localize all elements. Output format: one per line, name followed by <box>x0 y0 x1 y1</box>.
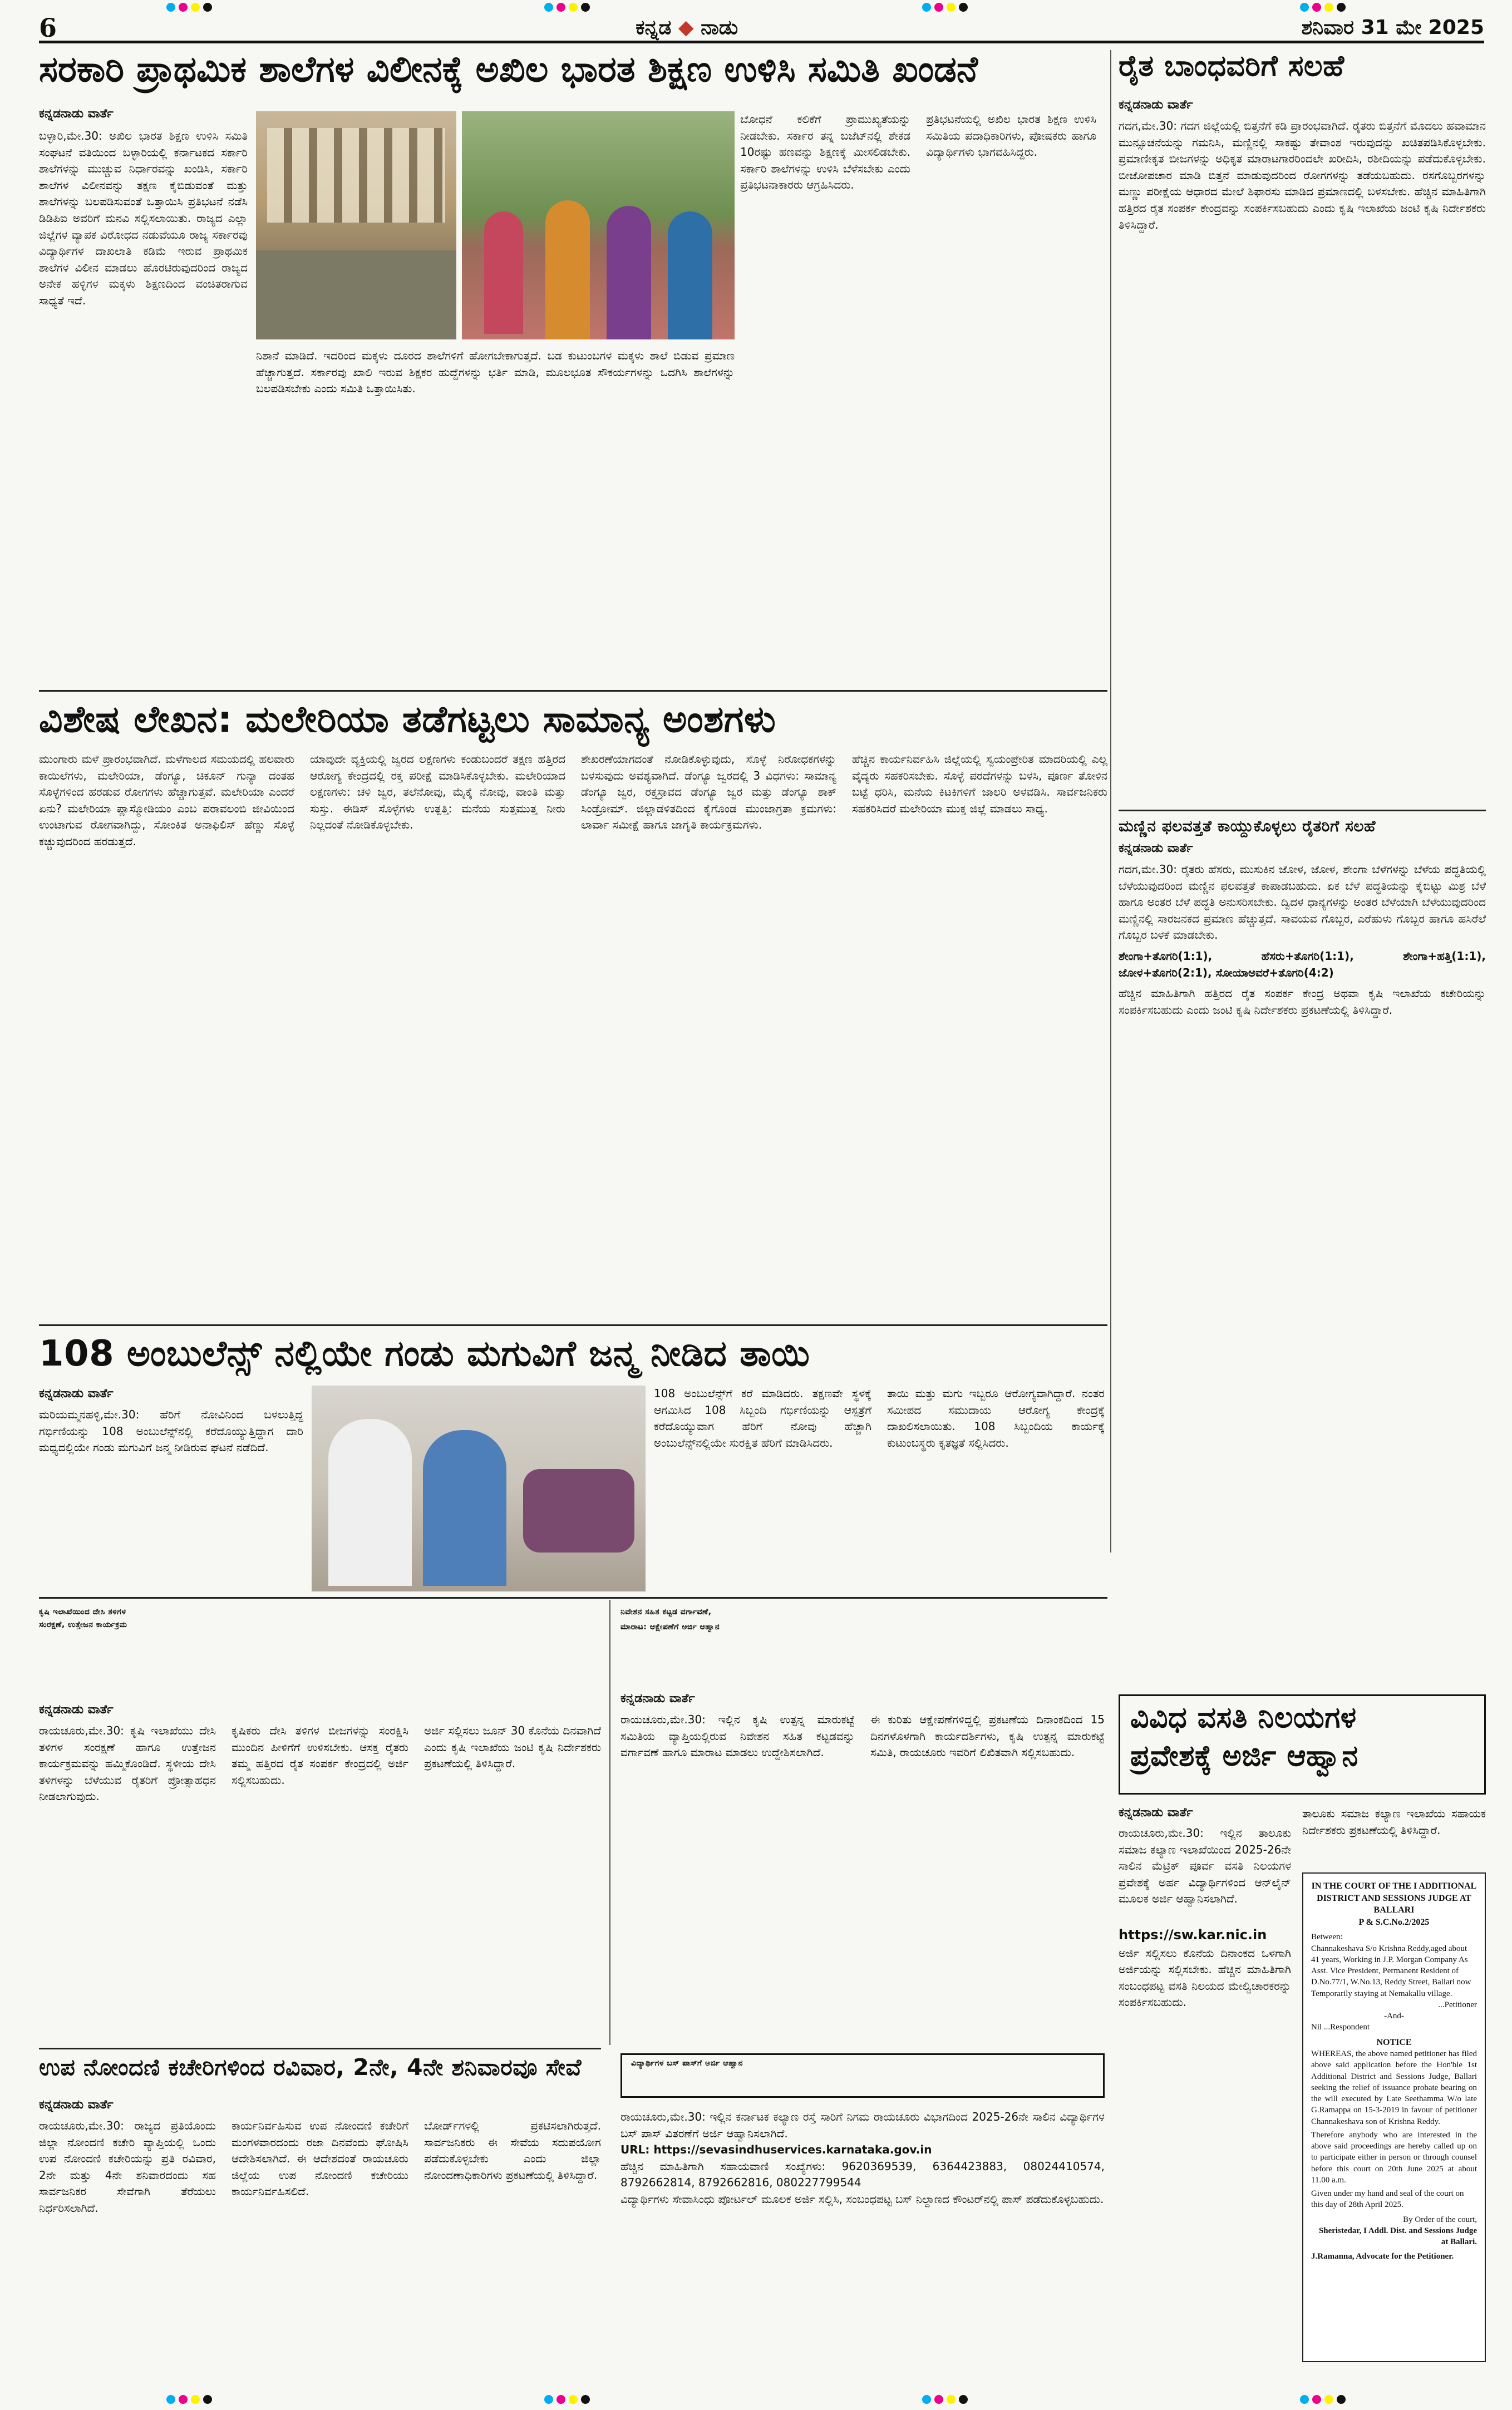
legal-notice-case-no: P & S.C.No.2/2025 <box>1358 1917 1430 1927</box>
legal-notice-petitioner-role: ...Petitioner <box>1438 2000 1477 2009</box>
article3-col2: ಯಾವುದೇ ವ್ಯಕ್ತಿಯಲ್ಲಿ ಜ್ವರದ ಲಕ್ಷಣಗಳು ಕಂಡುಬಂದರೆ ತಕ್ಷಣ ಹತ್ತಿರದ ಆರೋಗ್ಯ ಕೇಂದ್ರದಲ್ಲಿ ರಕ್ತ ಪರೀಕ್ಷೆ ಮಾಡಿಸಿಕೊಳ್ಳಬೇಕು. ಮಲೇರಿಯಾದ ಲಕ್ಷಣಗಳು: ಚಳಿ ಜ್ವರ, ತಲೆನೋವು, ಮೈಕೈ ನೋವು, ವಾಂತಿ ಮತ್ತು ಸುಸ್ತು. ಈಡಿಸ್ ಸೊಳ್ಳೆಗಳು ಉತ್ಪತ್ತಿ: ಮನೆಯ ಸುತ್ತಮುತ್ತ ನೀರು ನಿಲ್ಲದಂತೆ ನೋಡಿಕೊಳ್ಳಬೇಕು. <box>310 752 565 832</box>
article6-body <box>39 1723 601 2040</box>
article1-body-3 <box>256 348 735 682</box>
legal-notice-court: IN THE COURT OF THE I ADDITIONAL DISTRICT AND SESSIONS JUDGE AT BALLARI <box>1311 1881 1477 1915</box>
legal-notice <box>1302 1872 1486 2362</box>
article10-col1: ರಾಯಚೂರು,ಮೇ.30: ಇಲ್ಲಿನ ಕರ್ನಾಟಕ ಕಲ್ಯಾಣ ರಸ್ತೆ ಸಾರಿಗೆ ನಿಗಮ ರಾಯಚೂರು ವಿಭಾಗದಿಂದ 2025-26ನೇ ಸಾಲಿನ ವಿದ್ಯಾರ್ಥಿಗಳ ಬಸ್ ಪಾಸ್ ವಿತರಣೆಗೆ ಅರ್ಜಿ ಆಹ್ವಾನಿಸಲಾಗಿದೆ. <box>620 2110 1105 2140</box>
article8-col3: ಅರ್ಜಿ ಸಲ್ಲಿಸಲು ಕೊನೆಯ ದಿನಾಂಕದ ಒಳಗಾಗಿ ಅರ್ಜಿಯನ್ನು ಸಲ್ಲಿಸಬೇಕು. ಹೆಚ್ಚಿನ ಮಾಹಿತಿಗಾಗಿ ಸಂಬಂಧಪಟ್ಟ ವಸತಿ ನಿಲಯದ ಮೇಲ್ವಿಚಾರಕರನ್ನು ಸಂಪರ್ಕಿಸಬಹುದು. <box>1119 1946 1291 2009</box>
article1-col3: ಬೋಧನೆ ಕಲಿಕೆಗೆ ಪ್ರಾಮುಖ್ಯತೆಯನ್ನು ನೀಡಬೇಕು. ಸರ್ಕಾರ ತನ್ನ ಬಜೆಟ್‌ನಲ್ಲಿ ಶೇಕಡ 10ರಷ್ಟು ಹಣವನ್ನು ಶಿಕ್ಷಣಕ್ಕೆ ಮೀಸಲಿಡಬೇಕು. ಸರ್ಕಾರಿ ಶಾಲೆಗಳನ್ನು ಉಳಿಸಿ ಬೆಳೆಸಬೇಕು ಎಂದು ಪ್ರತಿಭಟನಾಕಾರರು ಆಗ್ರಹಿಸಿದರು. <box>740 112 910 192</box>
article7-headline <box>620 1608 1105 1631</box>
legal-notice-therefore: Therefore anybody who are interested in the above said proceedings are hereby called up on to participate either in person or through counsel before this court on 20th June 2025 at about 11.00 a.m. <box>1311 2130 1477 2185</box>
article1-body <box>39 128 248 684</box>
article4-body-wrap <box>1119 861 1486 1685</box>
article10-body <box>620 2109 1105 2365</box>
article6-headline <box>39 1608 601 1629</box>
article2-body: ಗದಗ,ಮೇ.30: ಗದಗ ಜಿಲ್ಲೆಯಲ್ಲಿ ಬಿತ್ತನೆಗೆ ಕಡಿ ಪ್ರಾರಂಭವಾಗಿದೆ. ರೈತರು ಬಿತ್ತನೆಗೆ ಮೊದಲು ಹವಾಮಾನ ಮುನ್ಸೂಚನೆಯನ್ನು ಗಮನಿಸಿ, ಮಣ್ಣಿನಲ್ಲಿ ಸಾಕಷ್ಟು ತೇವಾಂಶ ಇರುವುದನ್ನು ಖಚಿತಪಡಿಸಿಕೊಳ್ಳಬೇಕು. ಪ್ರಮಾಣೀಕೃತ ಬೀಜಗಳನ್ನು ಅಧಿಕೃತ ಮಾರಾಟಗಾರರಿಂದಲೇ ಖರೀದಿಸಿ, ರಶೀದಿಯನ್ನು ಪಡೆದುಕೊಳ್ಳಬೇಕು. ಬೀಜೋಪಚಾರ ಮಾಡಿ ಬಿತ್ತನೆ ಮಾಡುವುದರಿಂದ ರೋಗಗಳನ್ನು ತಡೆಯಬಹುದು. ರಸಗೊಬ್ಬರಗಳನ್ನು ಮಣ್ಣು ಪರೀಕ್ಷೆಯ ಆಧಾರದ ಮೇಲೆ ಶಿಫಾರಸು ಮಾಡಿದ ಪ್ರಮಾಣದಲ್ಲಿ ಬಳಸಬೇಕು. ಹೆಚ್ಚಿನ ಮಾಹಿತಿಗಾಗಿ ಹತ್ತಿರದ ರೈತ ಸಂಪರ್ಕ ಕೇಂದ್ರವನ್ನು ಸಂಪರ್ಕಿಸಬಹುದು ಎಂದು ಕೃಷಿ ಇಲಾಖೆಯ ಜಂಟಿ ಕೃಷಿ ನಿರ್ದೇಶಕರು ತಿಳಿಸಿದ್ದಾರೆ. <box>1119 119 1486 231</box>
article4-closing: ಹೆಚ್ಚಿನ ಮಾಹಿತಿಗಾಗಿ ಹತ್ತಿರದ ರೈತ ಸಂಪರ್ಕ ಕೇಂದ್ರ ಅಥವಾ ಕೃಷಿ ಇಲಾಖೆಯ ಕಚೇರಿಯನ್ನು ಸಂಪರ್ಕಿಸಬಹುದು ಎಂದು ಜಂಟಿ ಕೃಷಿ ನಿರ್ದೇಶಕರು ಪ್ರಕಟಣೆಯಲ್ಲಿ ತಿಳಿಸಿದ್ದಾರೆ. <box>1119 987 1486 1017</box>
divider-horizontal-1 <box>39 690 1107 692</box>
article3-col4: ಹೆಚ್ಚಿನ ಕಾರ್ಯನಿರ್ವಹಿಸಿ ಜಿಲ್ಲೆಯಲ್ಲಿ ಸ್ವಯಂಪ್ರೇರಿತ ಮಾದರಿಯಲ್ಲಿ ಎಲ್ಲ ವೈದ್ಯರು ಸಹಕರಿಸಬೇಕು. ಸೊಳ್ಳೆ ಪರದೆಗಳನ್ನು ಬಳಸಿ, ಪೂರ್ಣ ತೋಳಿನ ಬಟ್ಟೆ ಧರಿಸಿ, ಮನೆಯ ಕಿಟಕಿಗಳಿಗೆ ಜಾಲರಿ ಅಳವಡಿಸಿ. ಸಾರ್ವಜನಿಕರು ಸಹಕರಿಸಿದರೆ ಮಲೇರಿಯಾ ಮುಕ್ತ ಜಿಲ್ಲೆ ಮಾಡಲು ಸಾಧ್ಯ. <box>852 752 1107 815</box>
article10-url[interactable]: URL: https://sevasindhuservices.karnataka.gov.in <box>620 2143 932 2157</box>
article7-body <box>620 1712 1105 2040</box>
divider-horizontal-4 <box>39 2048 601 2049</box>
legal-notice-petitioner: Channakeshava S/o Krishna Reddy,aged about 41 years, Working in J.P. Morgan Company As Asst. Vice President, Permanent Resident of D.No.77/1, W.No.13, Reddy Street, Ballari now Temporarily staying at Nemakallu village. <box>1311 1944 1471 1998</box>
article1-col4: ಪ್ರತಿಭಟನೆಯಲ್ಲಿ ಅಖಿಲ ಭಾರತ ಶಿಕ್ಷಣ ಉಳಿಸಿ ಸಮಿತಿಯ ಪದಾಧಿಕಾರಿಗಳು, ಪೋಷಕರು ಹಾಗೂ ವಿದ್ಯಾರ್ಥಿಗಳು ಭಾಗವಹಿಸಿದ್ದರು. <box>926 112 1096 159</box>
article1-body-2 <box>740 111 1096 668</box>
article9-col3: ಬೋರ್ಡ್‌ಗಳಲ್ಲಿ ಪ್ರಕಟಿಸಲಾಗಿರುತ್ತದೆ. ಸಾರ್ವಜನಿಕರು ಈ ಸೇವೆಯ ಸದುಪಯೋಗ ಪಡೆದುಕೊಳ್ಳಬೇಕು ಎಂದು ಜಿಲ್ಲಾ ನೋಂದಣಾಧಿಕಾರಿಗಳು ಪ್ರಕಟಣೆಯಲ್ಲಿ ತಿಳಿಸಿದ್ದಾರೆ. <box>424 2119 601 2182</box>
article10-col2: ಹೆಚ್ಚಿನ ಮಾಹಿತಿಗಾಗಿ ಸಹಾಯವಾಣಿ ಸಂಖ್ಯೆಗಳು: 9620369539, 6364423883, 08024410574, 8792662814, 8792662816, 080227799544 <box>620 2159 1105 2190</box>
article8-col3-wrap <box>1119 1925 1291 2365</box>
article7-headline-line1: ನಿವೇಶನ ಸಹಿತ ಕಟ್ಟಡ ವರ್ಗಾವಣೆ, <box>620 1608 712 1616</box>
paper-name: ಕನ್ನಡ ◆ ನಾಡು <box>636 16 738 39</box>
page-number: 6 <box>39 12 57 43</box>
article9-body <box>39 2118 601 2368</box>
divider-horizontal-right-1 <box>1119 810 1486 811</box>
article4-byline: ಕನ್ನಡನಾಡು ವಾರ್ತೆ <box>1119 841 1193 855</box>
article8-col2: ತಾಲೂಕು ಸಮಾಜ ಕಲ್ಯಾಣ ಇಲಾಖೆಯ ಸಹಾಯಕ ನಿರ್ದೇಶಕರು ಪ್ರಕಟಣೆಯಲ್ಲಿ ತಿಳಿಸಿದ್ದಾರೆ. <box>1302 1807 1486 1837</box>
article7-col1: ರಾಯಚೂರು,ಮೇ.30: ಇಲ್ಲಿನ ಕೃಷಿ ಉತ್ಪನ್ನ ಮಾರುಕಟ್ಟೆ ಸಮಿತಿಯ ವ್ಯಾಪ್ತಿಯಲ್ಲಿರುವ ನಿವೇಶನ ಸಹಿತ ಕಟ್ಟಡವನ್ನು ವರ್ಗಾವಣೆ ಹಾಗೂ ಮಾರಾಟ ಮಾಡಲು ಉದ್ದೇಶಿಸಲಾಗಿದೆ. <box>620 1713 855 1760</box>
article9-col1: ರಾಯಚೂರು,ಮೇ.30: ರಾಜ್ಯದ ಪ್ರತಿಯೊಂದು ಜಿಲ್ಲಾ ನೋಂದಣಿ ಕಚೇರಿ ವ್ಯಾಪ್ತಿಯಲ್ಲಿ ಒಂದು ಉಪ ನೋಂದಣಿ ಕಚೇರಿಯನ್ನು ಪ್ರತಿ ರವಿವಾರ, 2ನೇ ಮತ್ತು 4ನೇ ಶನಿವಾರದಂದು ಸಹ ಸಾರ್ವಜನಿಕರ ಸೇವೆಗಾಗಿ ತೆರೆಯಲು ನಿರ್ಧರಿಸಲಾಗಿದೆ. <box>39 2119 216 2215</box>
paper-name-separator: ◆ <box>671 16 701 39</box>
article9-col2: ಕಾರ್ಯನಿರ್ವಹಿಸುವ ಉಪ ನೋಂದಣಿ ಕಚೇರಿಗೆ ಮಂಗಳವಾರದಂದು ರಜಾ ದಿನವೆಂದು ಘೋಷಿಸಿ ಆದೇಶಿಸಲಾಗಿದೆ. ಈ ಆದೇಶದಂತೆ ರಾಯಚೂರು ಜಿಲ್ಲೆಯ ಉಪ ನೋಂದಣಿ ಕಚೇರಿಯು ಕಾರ್ಯನಿರ್ವಹಿಸಲಿದೆ. <box>232 2119 408 2199</box>
article9-headline: ಉಪ ನೋಂದಣಿ ಕಚೇರಿಗಳಿಂದ ರವಿವಾರ, 2ನೇ, 4ನೇ ಶನಿವಾರವೂ ಸೇವೆ <box>39 2054 582 2081</box>
article7-col2: ಈ ಕುರಿತು ಆಕ್ಷೇಪಣೆಗಳಿದ್ದಲ್ಲಿ ಪ್ರಕಟಣೆಯ ದಿನಾಂಕದಿಂದ 15 ದಿನಗಳೊಳಗಾಗಿ ಕಾರ್ಯದರ್ಶಿಗಳು, ಕೃಷಿ ಉತ್ಪನ್ನ ಮಾರುಕಟ್ಟೆ ಸಮಿತಿ, ರಾಯಚೂರು ಇವರಿಗೆ ಲಿಖಿತವಾಗಿ ಸಲ್ಲಿಸಬಹುದು. <box>870 1713 1105 1760</box>
registration-marks-top <box>0 1 1512 13</box>
article6-col3: ಅರ್ಜಿ ಸಲ್ಲಿಸಲು ಜೂನ್ 30 ಕೊನೆಯ ದಿನವಾಗಿದೆ ಎಂದು ಕೃಷಿ ಇಲಾಖೆಯ ಜಂಟಿ ಕೃಷಿ ನಿರ್ದೇಶಕರು ಪ್ರಕಟಣೆಯಲ್ಲಿ ತಿಳಿಸಿದ್ದಾರೆ. <box>424 1724 601 1771</box>
article8-headline-line2: ಪ್ರವೇಶಕ್ಕೆ ಅರ್ಜಿ ಆಹ್ವಾನ <box>1130 1739 1358 1773</box>
legal-notice-between: Between: <box>1311 1933 1343 1942</box>
article6-col1: ರಾಯಚೂರು,ಮೇ.30: ಕೃಷಿ ಇಲಾಖೆಯು ದೇಸಿ ತಳಿಗಳ ಸಂರಕ್ಷಣೆ ಹಾಗೂ ಉತ್ತೇಜನ ಕಾರ್ಯಕ್ರಮವನ್ನು ಹಮ್ಮಿಕೊಂಡಿದೆ. ಸ್ಥಳೀಯ ದೇಸಿ ತಳಿಗಳನ್ನು ಬೆಳೆಯುವ ರೈತರಿಗೆ ಪ್ರೋತ್ಸಾಹಧನ ನೀಡಲಾಗುವುದು. <box>39 1724 216 1803</box>
article3-col1: ಮುಂಗಾರು ಮಳೆ ಪ್ರಾರಂಭವಾಗಿದೆ. ಮಳೆಗಾಲದ ಸಮಯದಲ್ಲಿ ಹಲವಾರು ಕಾಯಿಲೆಗಳು, ಮಲೇರಿಯಾ, ಡೆಂಗ್ಯೂ, ಚಿಕೂನ್ ಗುನ್ಯಾ ದಂತಹ ಸೊಳ್ಳೆಗಳಿಂದ ಹರಡುವ ರೋಗಗಳು ಹೆಚ್ಚಾಗುತ್ತವೆ. ಮಲೇರಿಯಾ ಎಂದರೆ ಏನು? ಮಲೇರಿಯಾ ಪ್ಲಾಸ್ಮೋಡಿಯಂ ಎಂಬ ಪರಾವಲಂಬಿ ಜೀವಿಯಿಂದ ಉಂಟಾಗುವ ರೋಗವಾಗಿದ್ದು, ಸೋಂಕಿತ ಅನಾಫಿಲಿಸ್ ಹೆಣ್ಣು ಸೊಳ್ಳೆ ಕಚ್ಚುವುದರಿಂದ ಹರಡುತ್ತದೆ. <box>39 752 294 848</box>
divider-vertical-right <box>1110 50 1111 1553</box>
article1-headline: ಸರಕಾರಿ ಪ್ರಾಥಮಿಕ ಶಾಲೆಗಳ ವಿಲೀನಕ್ಕೆ ಅಖಿಲ ಭಾರತ ಶಿಕ್ಷಣ ಉಳಿಸಿ ಸಮಿತಿ ಖಂಡನೆ <box>39 49 978 90</box>
article1-photo-school <box>256 111 456 339</box>
article3-col3: ಶೇಖರಣೆಯಾಗದಂತೆ ನೋಡಿಕೊಳ್ಳುವುದು, ಸೊಳ್ಳೆ ನಿರೋಧಕಗಳನ್ನು ಬಳಸುವುದು ಅವಶ್ಯವಾಗಿದೆ. ಡೆಂಗ್ಯೂ ಜ್ವರದಲ್ಲಿ 3 ವಿಧಗಳು: ಸಾಮಾನ್ಯ ಡೆಂಗ್ಯೂ ಜ್ವರ, ರಕ್ತಸ್ರಾವದ ಡೆಂಗ್ಯೂ ಜ್ವರ ಮತ್ತು ಡೆಂಗ್ಯೂ ಶಾಕ್ ಸಿಂಡ್ರೋಮ್. ಜಿಲ್ಲಾಡಳಿತದಿಂದ ಕೈಗೊಂಡ ಮುಂಜಾಗ್ರತಾ ಕ್ರಮಗಳು: ಲಾರ್ವಾ ಸಮೀಕ್ಷೆ ಹಾಗೂ ಜಾಗೃತಿ ಕಾರ್ಯಕ್ರಮಗಳು. <box>581 752 836 832</box>
registration-marks-bottom <box>0 2393 1512 2406</box>
page-masthead <box>39 14 1484 43</box>
legal-notice-given: Given under my hand and seal of the court on this day of 28th April 2025. <box>1311 2189 1464 2210</box>
divider-horizontal-2 <box>39 1324 1107 1326</box>
article5-col3: ತಾಯಿ ಮತ್ತು ಮಗು ಇಬ್ಬರೂ ಆರೋಗ್ಯವಾಗಿದ್ದಾರೆ. ನಂತರ ಸಮೀಪದ ಸಮುದಾಯ ಆರೋಗ್ಯ ಕೇಂದ್ರಕ್ಕೆ ದಾಖಲಿಸಲಾಯಿತು. 108 ಸಿಬ್ಬಂದಿಯ ಕಾರ್ಯಕ್ಕೆ ಕುಟುಂಬಸ್ಥರು ಕೃತಜ್ಞತೆ ಸಲ್ಲಿಸಿದರು. <box>887 1387 1105 1450</box>
legal-notice-and: -And- <box>1384 2012 1404 2021</box>
legal-notice-sheristedar: Sheristedar, I Addl. Dist. and Sessions Judge at Ballari. <box>1318 2226 1477 2247</box>
article8-col1: ರಾಯಚೂರು,ಮೇ.30: ಇಲ್ಲಿನ ತಾಲೂಕು ಸಮಾಜ ಕಲ್ಯಾಣ ಇಲಾಖೆಯಿಂದ 2025-26ನೇ ಸಾಲಿನ ಮೆಟ್ರಿಕ್ ಪೂರ್ವ ವಸತಿ ನಿಲಯಗಳ ಪ್ರವೇಶಕ್ಕೆ ಅರ್ಹ ವಿದ್ಯಾರ್ಥಿಗಳಿಂದ ಆನ್‌ಲೈನ್ ಮೂಲಕ ಅರ್ಜಿ ಆಹ್ವಾನಿಸಲಾಗಿದೆ. <box>1119 1826 1291 1906</box>
legal-notice-body: WHEREAS, the above named petitioner has filed above said application before the Hon'ble 1st Additional District and Sessions Judge, Ballari seeking the relief of issuance probate bearing on the will executed by Late Seethamma W/o late G.Ramappa on 15-3-2019 in favour of petitioner Channakeshava son of Krishna Reddy. <box>1311 2049 1477 2126</box>
divider-vertical-middle <box>609 1600 610 2045</box>
article5-col1: ಮರಿಯಮ್ಮನಹಳ್ಳಿ,ಮೇ.30: ಹೆರಿಗೆ ನೋವಿನಿಂದ ಬಳಲುತ್ತಿದ್ದ ಗರ್ಭಿಣಿಯನ್ನು 108 ಅಂಬುಲೆನ್ಸ್‌ನಲ್ಲಿ ಕರೆದೊಯ್ಯುತ್ತಿದ್ದಾಗ ದಾರಿ ಮಧ್ಯದಲ್ಲಿಯೇ ಗಂಡು ಮಗುವಿಗೆ ಜನ್ಮ ನೀಡಿರುವ ಘಟನೆ ನಡೆದಿದೆ. <box>39 1408 303 1455</box>
article6-byline: ಕನ್ನಡನಾಡು ವಾರ್ತೆ <box>39 1703 114 1717</box>
legal-notice-order: By Order of the court, <box>1403 2215 1477 2224</box>
article7-byline: ಕನ್ನಡನಾಡು ವಾರ್ತೆ <box>620 1692 695 1706</box>
article8-headline-line1: ವಿವಿಧ ವಸತಿ ನಿಲಯಗಳ <box>1130 1701 1357 1734</box>
article2-headline: ರೈತ ಬಾಂಧವರಿಗೆ ಸಲಹೆ <box>1119 50 1344 83</box>
article3-body <box>39 751 1107 1313</box>
article2-byline: ಕನ್ನಡನಾಡು ವಾರ್ತೆ <box>1119 98 1193 112</box>
legal-notice-advocate: J.Ramanna, Advocate for the Petitioner. <box>1311 2252 1454 2261</box>
article5-headline: 108 ಅಂಬುಲೆನ್ಸ್ ನಲ್ಲಿಯೇ ಗಂಡು ಮಗುವಿಗೆ ಜನ್ಮ ನೀಡಿದ ತಾಯಿ <box>39 1333 810 1374</box>
article9-byline: ಕನ್ನಡನಾಡು ವಾರ್ತೆ <box>39 2098 114 2112</box>
article6-col2: ಕೃಷಿಕರು ದೇಸಿ ತಳಿಗಳ ಬೀಜಗಳನ್ನು ಸಂರಕ್ಷಿಸಿ ಮುಂದಿನ ಪೀಳಿಗೆಗೆ ಉಳಿಸಬೇಕು. ಆಸಕ್ತ ರೈತರು ತಮ್ಮ ಹತ್ತಿರದ ರೈತ ಸಂಪರ್ಕ ಕೇಂದ್ರದಲ್ಲಿ ಅರ್ಜಿ ಸಲ್ಲಿಸಬಹುದು. <box>232 1724 408 1787</box>
article5-photo-ambulance <box>312 1386 646 1591</box>
article4-body: ಗದಗ,ಮೇ.30: ರೈತರು ಹೆಸರು, ಮುಸುಕಿನ ಜೋಳ, ಜೋಳ, ಶೇಂಗಾ ಬೆಳೆಗಳನ್ನು ಬೆಳೆಯ ಪದ್ಧತಿಯಲ್ಲಿ ಬೆಳೆಯುವುದರಿಂದ ಮಣ್ಣಿನ ಫಲವತ್ತತೆ ಕಾಪಾಡಬಹುದು. ಏಕ ಬೆಳೆ ಪದ್ಧತಿಯನ್ನು ಕೈಬಿಟ್ಟು ಮಿಶ್ರ ಬೆಳೆ ಹಾಗೂ ಅಂತರ ಬೆಳೆ ಪದ್ಧತಿ ಅನುಸರಿಸಬೇಕು. ದ್ವಿದಳ ಧಾನ್ಯಗಳನ್ನು ಅಂತರ ಬೆಳೆಯಾಗಿ ಬೆಳೆಯುವುದರಿಂದ ಮಣ್ಣಿನಲ್ಲಿ ಸಾರಜನಕದ ಪ್ರಮಾಣ ಹೆಚ್ಚುತ್ತದೆ. ಸಾವಯವ ಗೊಬ್ಬರ, ಎರೆಹುಳು ಗೊಬ್ಬರ ಹಾಗೂ ಹಸಿರೆಲೆ ಗೊಬ್ಬರ ಬಳಕೆ ಮಾಡಬೇಕು. <box>1119 863 1486 942</box>
legal-notice-respondent: Nil ...Respondent <box>1311 2023 1370 2032</box>
article5-byline: ಕನ್ನಡನಾಡು ವಾರ್ತೆ <box>39 1387 114 1401</box>
article8-byline: ಕನ್ನಡನಾಡು ವಾರ್ತೆ <box>1119 1806 1193 1820</box>
article8-headline-box <box>1119 1694 1486 1795</box>
article6-headline-line1: ಕೃಷಿ ಇಲಾಖೆಯಿಂದ ದೇಸಿ ತಳಿಗಳ <box>39 1608 126 1616</box>
article6-headline-line2: ಸಂರಕ್ಷಣೆ, ಉತ್ತೇಜನ ಕಾರ್ಯಕ್ರಮ <box>39 1620 127 1629</box>
issue-date: ಶನಿವಾರ 31 ಮೇ 2025 <box>1301 16 1484 39</box>
article8-website[interactable]: https://sw.kar.nic.in <box>1119 1927 1267 1943</box>
legal-notice-title: NOTICE <box>1376 2037 1412 2047</box>
article1-col2: ನಿಶಾನೆ ಮಾಡಿದೆ. ಇದರಿಂದ ಮಕ್ಕಳು ದೂರದ ಶಾಲೆಗಳಿಗೆ ಹೋಗಬೇಕಾಗುತ್ತದೆ. ಬಡ ಕುಟುಂಬಗಳ ಮಕ್ಕಳು ಶಾಲೆ ಬಿಡುವ ಪ್ರಮಾಣ ಹೆಚ್ಚಾಗುತ್ತದೆ. ಸರ್ಕಾರವು ಖಾಲಿ ಇರುವ ಶಿಕ್ಷಕರ ಹುದ್ದೆಗಳನ್ನು ಭರ್ತಿ ಮಾಡಿ, ಮೂಲಭೂತ ಸೌಕರ್ಯಗಳನ್ನು ಒದಗಿಸಿ ಶಾಲೆಗಳನ್ನು ಬಲಪಡಿಸಬೇಕು ಎಂದು ಸಮಿತಿ ಒತ್ತಾಯಿಸಿತು. <box>256 349 735 396</box>
article10-headline-box <box>620 2053 1105 2098</box>
article10-col3: ವಿದ್ಯಾರ್ಥಿಗಳು ಸೇವಾಸಿಂಧು ಪೋರ್ಟಲ್ ಮೂಲಕ ಅರ್ಜಿ ಸಲ್ಲಿಸಿ, ಸಂಬಂಧಪಟ್ಟ ಬಸ್ ನಿಲ್ದಾಣದ ಕೌಂಟರ್‌ನಲ್ಲಿ ಪಾಸ್ ಪಡೆದುಕೊಳ್ಳಬಹುದು. <box>620 2192 1104 2206</box>
article1-byline: ಕನ್ನಡನಾಡು ವಾರ್ತೆ <box>39 107 114 121</box>
article10-headline: ವಿದ್ಯಾರ್ಥಿಗಳ ಬಸ್ ಪಾಸ್‌ಗೆ ಅರ್ಜಿ ಆಹ್ವಾನ <box>631 2059 743 2068</box>
article1-photo-protest <box>462 111 735 339</box>
article5-col2: 108 ಅಂಬುಲೆನ್ಸ್‌ಗೆ ಕರೆ ಮಾಡಿದರು. ತಕ್ಷಣವೇ ಸ್ಥಳಕ್ಕೆ ಆಗಮಿಸಿದ 108 ಸಿಬ್ಬಂದಿ ಗರ್ಭಿಣಿಯನ್ನು ಆಸ್ಪತ್ರೆಗೆ ಕರೆದೊಯ್ಯುವಾಗ ಹೆರಿಗೆ ನೋವು ಹೆಚ್ಚಾಗಿ ಅಂಬುಲೆನ್ಸ್‌ನಲ್ಲಿಯೇ ಸುರಕ್ಷಿತ ಹೆರಿಗೆ ಮಾಡಿಸಿದರು. <box>654 1387 871 1450</box>
article4-ratios: ಶೇಂಗಾ+ತೊಗರಿ(1:1), ಹೆಸರು+ತೊಗರಿ(1:1), ಶೇಂಗಾ+ಹತ್ತಿ(1:1), ಜೋಳ+ತೊಗರಿ(2:1), ಸೋಯಾಅವರೆ+ತೊಗರಿ(4:2) <box>1119 949 1486 979</box>
article1-col1: ಬಳ್ಳಾರಿ,ಮೇ.30: ಅಖಿಲ ಭಾರತ ಶಿಕ್ಷಣ ಉಳಿಸಿ ಸಮಿತಿ ಸಂಘಟನೆ ವತಿಯಿಂದ ಬಳ್ಳಾರಿಯಲ್ಲಿ ಕರ್ನಾಟಕದ ಸರ್ಕಾರಿ ಶಾಲೆಗಳನ್ನು ಮುಚ್ಚುವ ನಿರ್ಧಾರವನ್ನು ಖಂಡಿಸಿ, ಸರ್ಕಾರಿ ಶಾಲೆಗಳ ವಿಲೀನವನ್ನು ತಕ್ಷಣ ಕೈಬಿಡುವಂತೆ ಮತ್ತು ಶಾಲೆಗಳನ್ನು ಬಲಪಡಿಸುವಂತೆ ಒತ್ತಾಯಿಸಿ ಪ್ರತಿಭಟನೆ ನಡೆಸಿ ಡಿಡಿಪಿಐ ಅವರಿಗೆ ಮನವಿ ಸಲ್ಲಿಸಲಾಯಿತು. ರಾಜ್ಯದ ಎಲ್ಲಾ ಜಿಲ್ಲೆಗಳ ವ್ಯಾಪಕ ವಿರೋಧದ ನಡುವೆಯೂ ರಾಜ್ಯ ಸರ್ಕಾರವು ವಿದ್ಯಾರ್ಥಿಗಳ ದಾಖಲಾತಿ ಕಡಿಮೆ ಇರುವ ಪ್ರಾಥಮಿಕ ಶಾಲೆಗಳ ವಿಲೀನ ಮಾಡಲು ಹೊರಟಿರುವುದರಿಂದ ರಾಜ್ಯದ ಅನೇಕ ಹಳ್ಳಿಗಳ ಮಕ್ಕಳು ಶಿಕ್ಷಣದಿಂದ ವಂಚಿತರಾಗುವ ಸಾಧ್ಯತೆ ಇದೆ. <box>39 129 248 307</box>
article4-headline: ಮಣ್ಣಿನ ಫಲವತ್ತತೆ ಕಾಯ್ದುಕೊಳ್ಳಲು ರೈತರಿಗೆ ಸಲಹೆ <box>1119 817 1376 835</box>
article3-headline: ವಿಶೇಷ ಲೇಖನ: ಮಲೇರಿಯಾ ತಡೆಗಟ್ಟಲು ಸಾಮಾನ್ಯ ಅಂಶಗಳು <box>39 698 776 741</box>
article7-headline-line2: ಮಾರಾಟ: ಆಕ್ಷೇಪಣೆಗೆ ಅರ್ಜಿ ಆಹ್ವಾನ <box>620 1622 720 1632</box>
divider-horizontal-3 <box>39 1597 1107 1599</box>
article5-body <box>654 1386 1105 1591</box>
